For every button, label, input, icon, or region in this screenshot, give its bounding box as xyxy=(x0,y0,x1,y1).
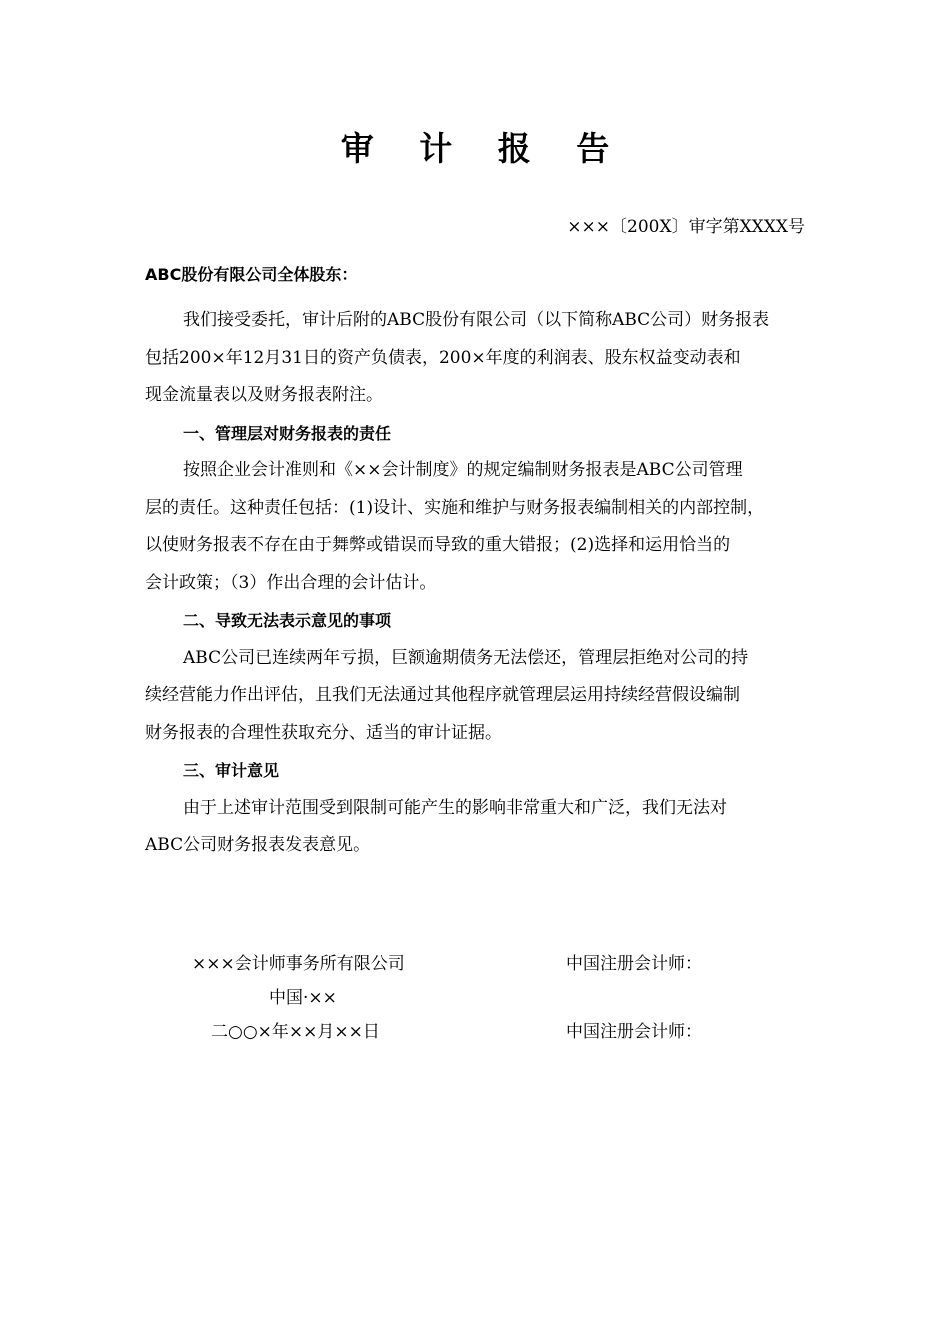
signature-firm-name: ×××会计师事务所有限公司 xyxy=(192,954,405,974)
paragraph-line: 现金流量表以及财务报表附注。 xyxy=(145,385,383,405)
paragraph-line: 续经营能力作出评估，且我们无法通过其他程序就管理层运用持续经营假设编制 xyxy=(145,685,740,705)
section-heading-basis-for-disclaimer: 二、导致无法表示意见的事项 xyxy=(183,611,392,630)
paragraph-line: 按照企业会计准则和《××会计制度》的规定编制财务报表是ABC公司管理 xyxy=(183,460,743,480)
salutation: ABC股份有限公司全体股东： xyxy=(145,265,358,284)
report-title: 审 计 报 告 xyxy=(340,129,627,168)
paragraph-line: 以使财务报表不存在由于舞弊或错误而导致的重大错报；(2)选择和运用恰当的 xyxy=(145,535,731,555)
paragraph-line: 层的责任。这种责任包括：(1)设计、实施和维护与财务报表编制相关的内部控制， xyxy=(145,497,765,518)
paragraph-line: ABC公司已连续两年亏损，巨额逾期债务无法偿还，管理层拒绝对公司的持 xyxy=(183,647,749,668)
signature-cpa-1: 中国注册会计师： xyxy=(566,954,702,974)
paragraph-line: 我们接受委托，审计后附的ABC股份有限公司（以下简称ABC公司）财务报表 xyxy=(183,310,770,330)
paragraph-line: 由于上述审计范围受到限制可能产生的影响非常重大和广泛，我们无法对 xyxy=(183,797,727,818)
document-number: ×××〔200X〕审字第XXXX号 xyxy=(567,217,805,237)
signature-location: 中国·×× xyxy=(269,988,337,1008)
signature-date: 二○○×年××月××日 xyxy=(211,1022,380,1042)
paragraph-line: 会计政策；（3）作出合理的会计估计。 xyxy=(145,572,437,593)
report-body xyxy=(145,302,815,865)
paragraph-line: 财务报表的合理性获取充分、适当的审计证据。 xyxy=(145,722,502,743)
paragraph-line: 包括200×年12月31日的资产负债表，200×年度的利润表、股东权益变动表和 xyxy=(145,347,741,368)
section-heading-management-responsibility: 一、管理层对财务报表的责任 xyxy=(183,423,392,443)
signature-cpa-2: 中国注册会计师： xyxy=(566,1022,702,1042)
section-heading-audit-opinion: 三、审计意见 xyxy=(183,761,280,780)
paragraph-line: ABC公司财务报表发表意见。 xyxy=(145,835,371,855)
